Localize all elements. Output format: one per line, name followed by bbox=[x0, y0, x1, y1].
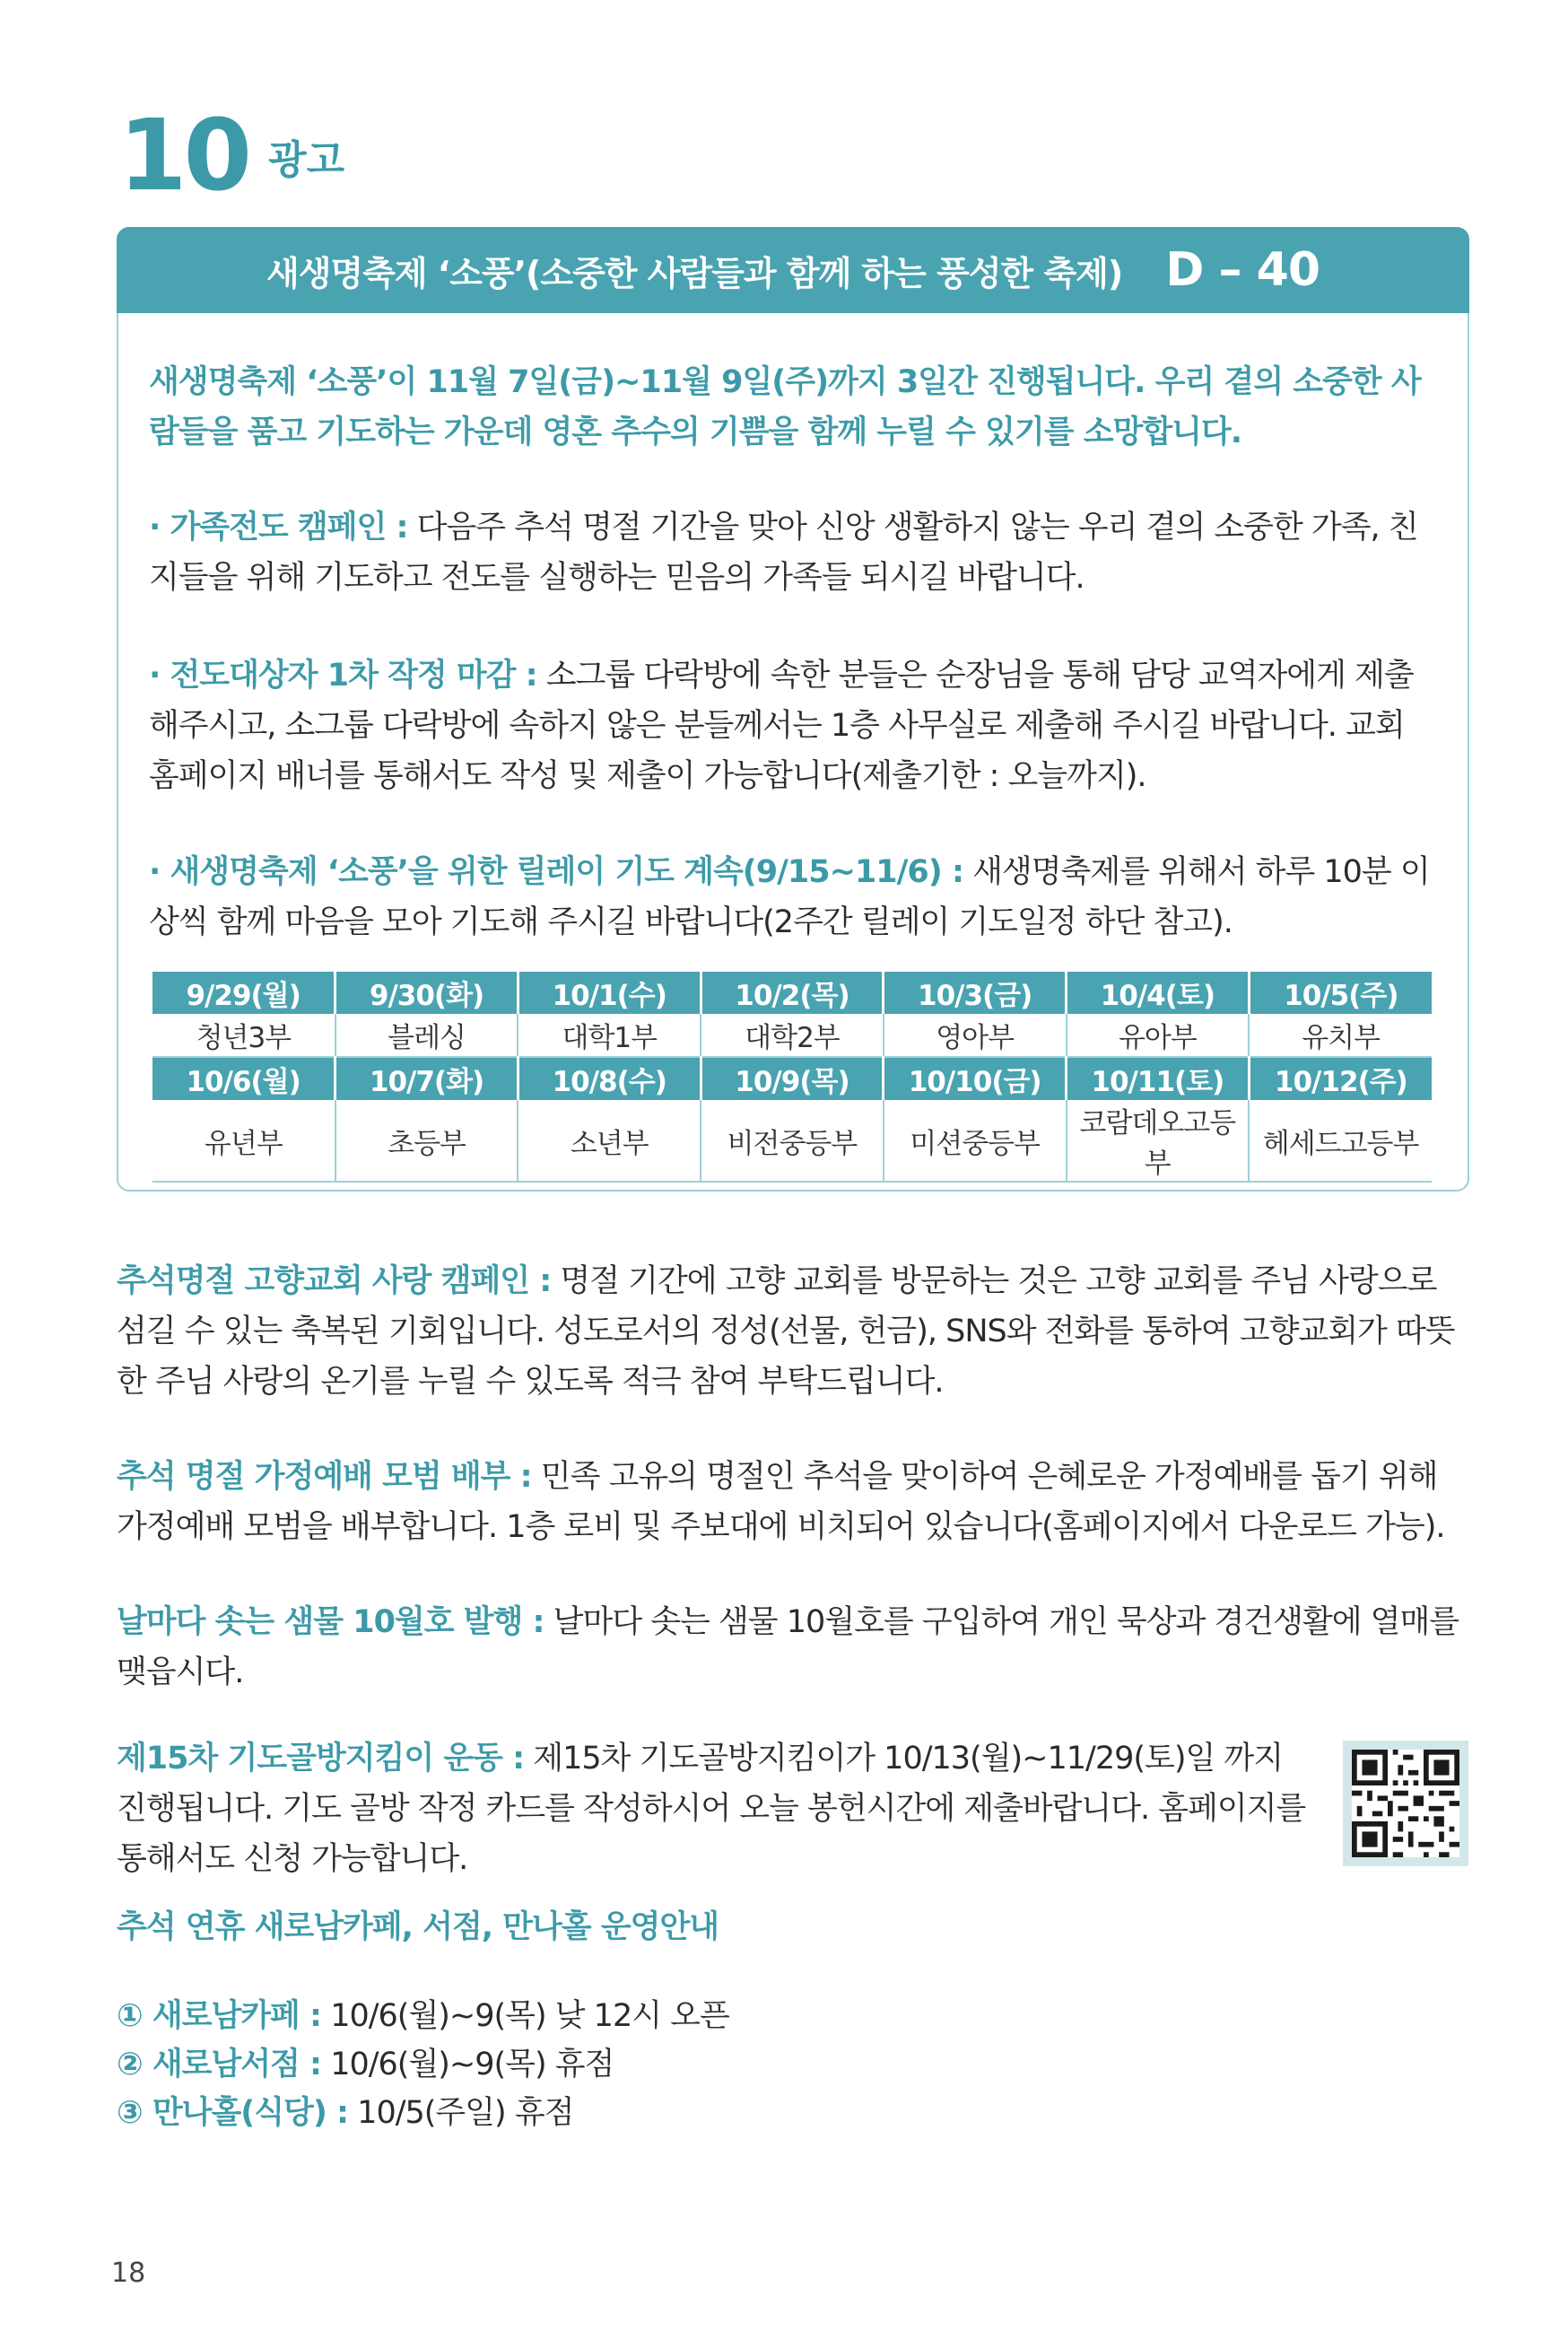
schedule-group: 유년부 bbox=[152, 1100, 335, 1182]
announcement bbox=[117, 1256, 1469, 1407]
announcement bbox=[117, 1452, 1469, 1552]
qr-code[interactable] bbox=[1343, 1741, 1468, 1866]
schedule-date: 10/3(금) bbox=[884, 972, 1067, 1014]
section-number: 10 bbox=[118, 98, 249, 213]
qr-code-icon bbox=[1352, 1750, 1459, 1857]
campaign-item-label: · 가족전도 캠페인 : bbox=[149, 510, 408, 546]
holiday-item bbox=[117, 2089, 1469, 2137]
campaign-item bbox=[149, 847, 1441, 947]
schedule-date: 10/1(수) bbox=[518, 972, 701, 1014]
schedule-date: 9/29(월) bbox=[152, 972, 335, 1014]
schedule-group: 헤세드고등부 bbox=[1249, 1100, 1432, 1182]
section-label: 광고 bbox=[268, 137, 345, 183]
schedule-group: 블레싱 bbox=[335, 1014, 518, 1057]
announcement-label: 제15차 기도골방지킴이 운동 : bbox=[117, 1741, 525, 1777]
dday-counter: D – 40 bbox=[1165, 243, 1320, 297]
announcement-label: 추석명절 고향교회 사랑 캠페인 : bbox=[117, 1263, 552, 1299]
schedule-date: 10/2(목) bbox=[701, 972, 884, 1014]
schedule-date-row bbox=[152, 972, 1432, 1014]
schedule-date: 10/11(토) bbox=[1067, 1057, 1250, 1100]
announcement-text: 명절 기간에 고향 교회를 방문하는 것은 고향 교회를 주님 사랑으로 섬길 수 있는 축복된 기회입니다. 성도로서의 정성(선물, 헌금), SNS와 전화를 통하여 고향교회가 따뜻한 주님 사랑의 온기를 누릴 수 있도록 적극 참여 부탁드립니다. bbox=[117, 1263, 1455, 1400]
campaign-item-text: 다음주 추석 명절 기간을 맞아 신앙 생활하지 않는 우리 곁의 소중한 가족, 친지들을 위해 기도하고 전도를 실행하는 믿음의 가족들 되시길 바랍니다. bbox=[149, 510, 1418, 596]
schedule-group: 영아부 bbox=[884, 1014, 1067, 1057]
schedule-group-row bbox=[152, 1100, 1432, 1182]
schedule-date: 10/5(주) bbox=[1249, 972, 1432, 1014]
holiday-item-label: ③ 만나홀(식당) : bbox=[117, 2095, 349, 2131]
announcement-label: 추석 명절 가정예배 모범 배부 : bbox=[117, 1459, 532, 1495]
holiday-item-label: ① 새로남카페 : bbox=[117, 1998, 322, 2034]
schedule-date: 10/9(목) bbox=[701, 1057, 884, 1100]
schedule-group: 코람데오고등부 bbox=[1067, 1100, 1250, 1182]
section-header bbox=[118, 98, 345, 213]
schedule-date: 10/12(주) bbox=[1249, 1057, 1432, 1100]
prayer-schedule-table bbox=[152, 972, 1432, 1183]
festival-intro: 새생명축제 ‘소풍’이 11월 7일(금)~11월 9일(주)까지 3일간 진행됩니다. 우리 곁의 소중한 사람들을 품고 기도하는 가운데 영혼 추수의 기쁨을 함께 누릴 수 있기를 소망합니다. bbox=[149, 364, 1421, 450]
campaign-item-label: · 새생명축제 ‘소풍’을 위한 릴레이 기도 계속(9/15~11/6) : bbox=[149, 854, 963, 890]
schedule-date: 10/10(금) bbox=[884, 1057, 1067, 1100]
holiday-item-text: 10/5(주일) 휴점 bbox=[348, 2095, 574, 2131]
announcement-text: 날마다 솟는 샘물 10월호를 구입하여 개인 묵상과 경건생활에 열매를 맺읍시다. bbox=[117, 1604, 1459, 1690]
schedule-group: 청년3부 bbox=[152, 1014, 335, 1057]
holiday-heading: 추석 연휴 새로남카페, 서점, 만나홀 운영안내 bbox=[117, 1909, 719, 1945]
campaign-item bbox=[149, 502, 1441, 603]
announcement-text: 제15차 기도골방지킴이가 10/13(월)~11/29(토)일 까지 진행됩니다. 기도 골방 작정 카드를 작성하시어 오늘 봉헌시간에 제출바랍니다. 홈페이지를 통해서도 신청 가능합니다. bbox=[117, 1741, 1306, 1877]
schedule-date: 9/30(화) bbox=[335, 972, 518, 1014]
announcement bbox=[117, 1733, 1319, 1884]
holiday-item-label: ② 새로남서점 : bbox=[117, 2047, 322, 2082]
campaign-item-label: · 전도대상자 1차 작정 마감 : bbox=[149, 658, 537, 694]
schedule-date-row bbox=[152, 1057, 1432, 1100]
page-number: 18 bbox=[111, 2257, 146, 2289]
schedule-date: 10/8(수) bbox=[518, 1057, 701, 1100]
campaign-item-text: 소그룹 다락방에 속한 분들은 순장님을 통해 담당 교역자에게 제출해주시고, 소그룹 다락방에 속하지 않은 분들께서는 1층 사무실로 제출해 주시길 바랍니다. 교회 홈페이지 배너를 통해서도 작성 및 제출이 가능합니다(제출기한 : 오늘까지). bbox=[149, 658, 1414, 794]
schedule-group-row bbox=[152, 1014, 1432, 1057]
festival-title: 새생명축제 ‘소풍’(소중한 사람들과 함께 하는 풍성한 축제) bbox=[266, 253, 1123, 293]
schedule-group: 소년부 bbox=[518, 1100, 701, 1182]
schedule-date: 10/6(월) bbox=[152, 1057, 335, 1100]
schedule-group: 유치부 bbox=[1249, 1014, 1432, 1057]
campaign-item-text: 새생명축제를 위해서 하루 10분 이상씩 함께 마음을 모아 기도해 주시길 바랍니다(2주간 릴레이 기도일정 하단 참고). bbox=[149, 854, 1430, 940]
holiday-list bbox=[117, 1992, 1469, 2137]
holiday-item-text: 10/6(월)~9(목) 휴점 bbox=[321, 2047, 614, 2082]
announcement-text: 민족 고유의 명절인 추석을 맞이하여 은혜로운 가정예배를 돕기 위해 가정예배 모범을 배부합니다. 1층 로비 및 주보대에 비치되어 있습니다(홈페이지에서 다운로드 가능). bbox=[117, 1459, 1445, 1545]
schedule-group: 미션중등부 bbox=[884, 1100, 1067, 1182]
campaign-item bbox=[149, 650, 1441, 801]
schedule-date: 10/4(토) bbox=[1067, 972, 1250, 1014]
holiday-item bbox=[117, 2040, 1469, 2089]
schedule-group: 유아부 bbox=[1067, 1014, 1250, 1057]
schedule-group: 비전중등부 bbox=[701, 1100, 884, 1182]
schedule-group: 대학2부 bbox=[701, 1014, 884, 1057]
schedule-date: 10/7(화) bbox=[335, 1057, 518, 1100]
holiday-item bbox=[117, 1992, 1469, 2040]
schedule-group: 대학1부 bbox=[518, 1014, 701, 1057]
announcement-label: 날마다 솟는 샘물 10월호 발행 : bbox=[117, 1604, 544, 1640]
holiday-item-text: 10/6(월)~9(목) 낮 12시 오픈 bbox=[321, 1998, 729, 2034]
schedule-group: 초등부 bbox=[335, 1100, 518, 1182]
festival-box-header bbox=[117, 227, 1469, 313]
announcement bbox=[117, 1597, 1469, 1698]
